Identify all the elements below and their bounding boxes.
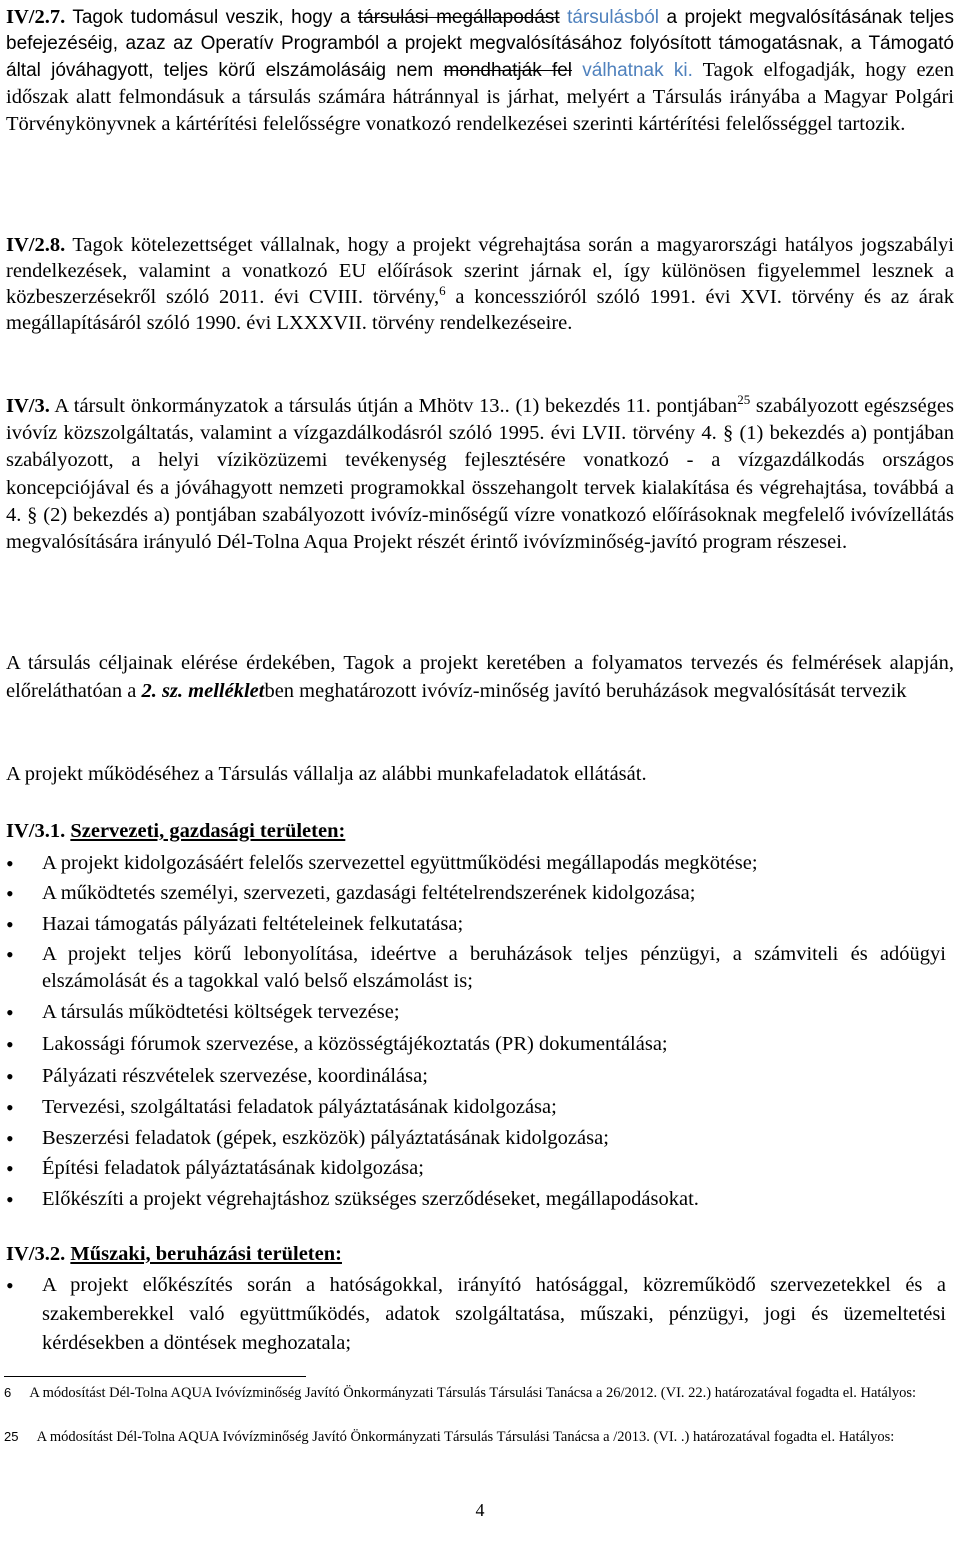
paragraph-goals	[6, 650, 954, 705]
subsection-heading-iv-3-2	[6, 1241, 954, 1267]
text: szabályozott egészséges ivóvíz közszolgáltatás, valamint a vízgazdálkodásról szóló 1995. évi LVII. törvény 4. § (1) bekezdés a) pontjában szabályozott, a helyi víziközüzemi tevékenység fejlesztésére vonatkozó - a vízgazdálkodás országos koncepciójával és a jóváhagyott nemzeti programokkal összehangolt tervek kialakítása és végrehajtása, továbbá a 4. § (2) bekezdés a) pontjában szabályozott ivóvíz-minőségű vízre vonatkozó előírásoknak megfelelő ivóvízellátás megvalósítására irányuló Dél-Tolna Aqua Projekt részét érintő ivóvízminőség-javító program részesei.	[6, 395, 955, 554]
footnote-separator	[4, 1376, 306, 1377]
deleted-text: mondhatják fel	[443, 60, 573, 81]
footnote-text: A módosítást Dél-Tolna AQUA Ivóvízminőség Javító Önkormányzati Társulás Társulási Tanácsa a /2013. (VI. .) határozatával fogadta el. Hatályos:	[36, 1429, 895, 1445]
list-item: • A működtetés személyi, szervezeti, gazdasági feltételrendszerének kidolgozása;	[6, 880, 946, 907]
text: A társult önkormányzatok a társulás útján a Mhötv 13.. (1) bekezdés 11. pontjában	[49, 395, 738, 417]
bullet-icon	[6, 850, 36, 879]
text: Tagok kötelezettséget vállalnak, hogy a projekt végrehajtása során a magyarországi hatályos jogszabályi rendelkezések, valamint a vonatkozó EU előírások szerint járnak el, így különösen figyelemmel lesznek a közbeszerzésekről szóló 2011. évi CVIII. törvény,	[6, 234, 954, 308]
section-number: IV/2.8.	[6, 234, 66, 256]
bullet-icon	[6, 1186, 36, 1215]
list-item: • Lakossági fórumok szervezése, a közösségtájékoztatás (PR) dokumentálása;	[6, 1031, 946, 1058]
footnote-ref[interactable]: 6	[439, 283, 446, 299]
page-number: 4	[475, 1500, 485, 1520]
list-item: • A projekt kidolgozásáért felelős szervezettel együttműködési megállapodás megkötése;	[6, 850, 946, 877]
footnote	[4, 1427, 954, 1447]
paragraph-iv-3	[6, 393, 954, 556]
annex-reference: 2. sz. melléklet	[141, 679, 265, 702]
footnote-text: A módosítást Dél-Tolna AQUA Ivóvízminőség Javító Önkormányzati Társulás Társulási Tanácsa a 26/2012. (VI. 22.) határozatával fogadta el. Hatályos:	[29, 1385, 917, 1401]
list-item: • Építési feladatok pályáztatásának kidolgozása;	[6, 1155, 946, 1182]
list-item: • Hazai támogatás pályázati feltételeinek felkutatása;	[6, 911, 946, 938]
footnote-ref[interactable]: 25	[737, 392, 751, 408]
footnote-number: 6	[4, 1385, 12, 1400]
paragraph-iv-2-7	[6, 4, 954, 138]
section-number: IV/3.	[6, 395, 50, 417]
list-item: • Pályázati részvételek szervezése, koordinálása;	[6, 1063, 946, 1090]
bullet-icon	[6, 911, 36, 940]
section-number: IV/2.7.	[6, 6, 66, 28]
text: Tagok tudomásul veszik, hogy a	[65, 7, 358, 28]
text: A társulás céljainak elérése érdekében, Tagok a projekt keretében a folyamatos tervezés és felmérések alapján, előreláthatóan a	[6, 652, 954, 702]
bullet-icon	[6, 1155, 36, 1184]
list-item: • Előkészíti a projekt végrehajtáshoz szükséges szerződéseket, megállapodásokat.	[6, 1186, 946, 1213]
text: a projekt megvalósításának teljes befejezéséig, azaz az Operatív Programból a projekt megvalósításához folyósított támogatásnak, a Támogató által jóváhagyott, teljes körű elszámolásáig nem	[6, 7, 954, 81]
section-number: IV/3.2.	[6, 1243, 66, 1265]
subsection-title: Szervezeti, gazdasági területen:	[70, 820, 346, 842]
deleted-text: társulási megállapodást	[357, 7, 560, 28]
text: ben meghatározott ivóvíz-minőség javító beruházások megvalósítását tervezik	[264, 679, 907, 702]
subsection-title: Műszaki, beruházási területen:	[70, 1243, 342, 1265]
inserted-text: válhatnak ki.	[572, 60, 693, 81]
inserted-text: társulásból	[559, 7, 660, 28]
text: Tagok elfogadják, hogy ezen időszak alatt felmondásuk a társulás számára hátránnyal is járhat, melyért a Társulás irányába a Magyar Polgári Törvénykönyvnek a kártérítési felelősségre vonatkozó rendelkezései szerinti kártérítési felelősséggel tartozik.	[6, 59, 954, 135]
list-item: • A társulás működtetési költségek tervezése;	[6, 999, 946, 1026]
bullet-icon	[6, 1063, 36, 1092]
paragraph-iv-2-8	[6, 232, 954, 336]
list-item: • Tervezési, szolgáltatási feladatok pályáztatásának kidolgozása;	[6, 1094, 946, 1121]
bullet-icon	[6, 999, 36, 1028]
list-item: • A projekt előkészítés során a hatóságokkal, irányító hatósággal, közreműködő szervezetekkel és a szakemberekkel való együttműködés, adatok szolgáltatása, műszaki, pénzügyi, jogi és üzemeltetési kérdésekben a döntések meghozatala;	[6, 1271, 946, 1358]
text: a koncesszióról szóló 1991. évi XVI. törvény és az árak megállapításáról szóló 1990. évi LXXXVII. törvény rendelkezéseire.	[6, 286, 954, 334]
paragraph-tasks-intro: A projekt működéséhez a Társulás vállalja az alábbi munkafeladatok ellátását.	[6, 763, 647, 785]
subsection-heading-iv-3-1	[6, 818, 954, 844]
list-item: • Beszerzési feladatok (gépek, eszközök) pályáztatásának kidolgozása;	[6, 1125, 946, 1152]
bullet-icon	[6, 880, 36, 909]
bullet-icon	[6, 941, 36, 970]
footnote	[4, 1383, 954, 1403]
section-number: IV/3.1.	[6, 820, 66, 842]
bullet-icon	[6, 1094, 36, 1123]
bullet-icon	[6, 1125, 36, 1154]
bullet-icon	[6, 1271, 36, 1302]
list-item: • A projekt teljes körű lebonyolítása, ideértve a beruházások teljes pénzügyi, a számviteli és adóügyi elszámolását és a tagokkal való belső elszámolást is;	[6, 941, 946, 995]
footnote-number: 25	[4, 1429, 19, 1444]
bullet-icon	[6, 1031, 36, 1060]
